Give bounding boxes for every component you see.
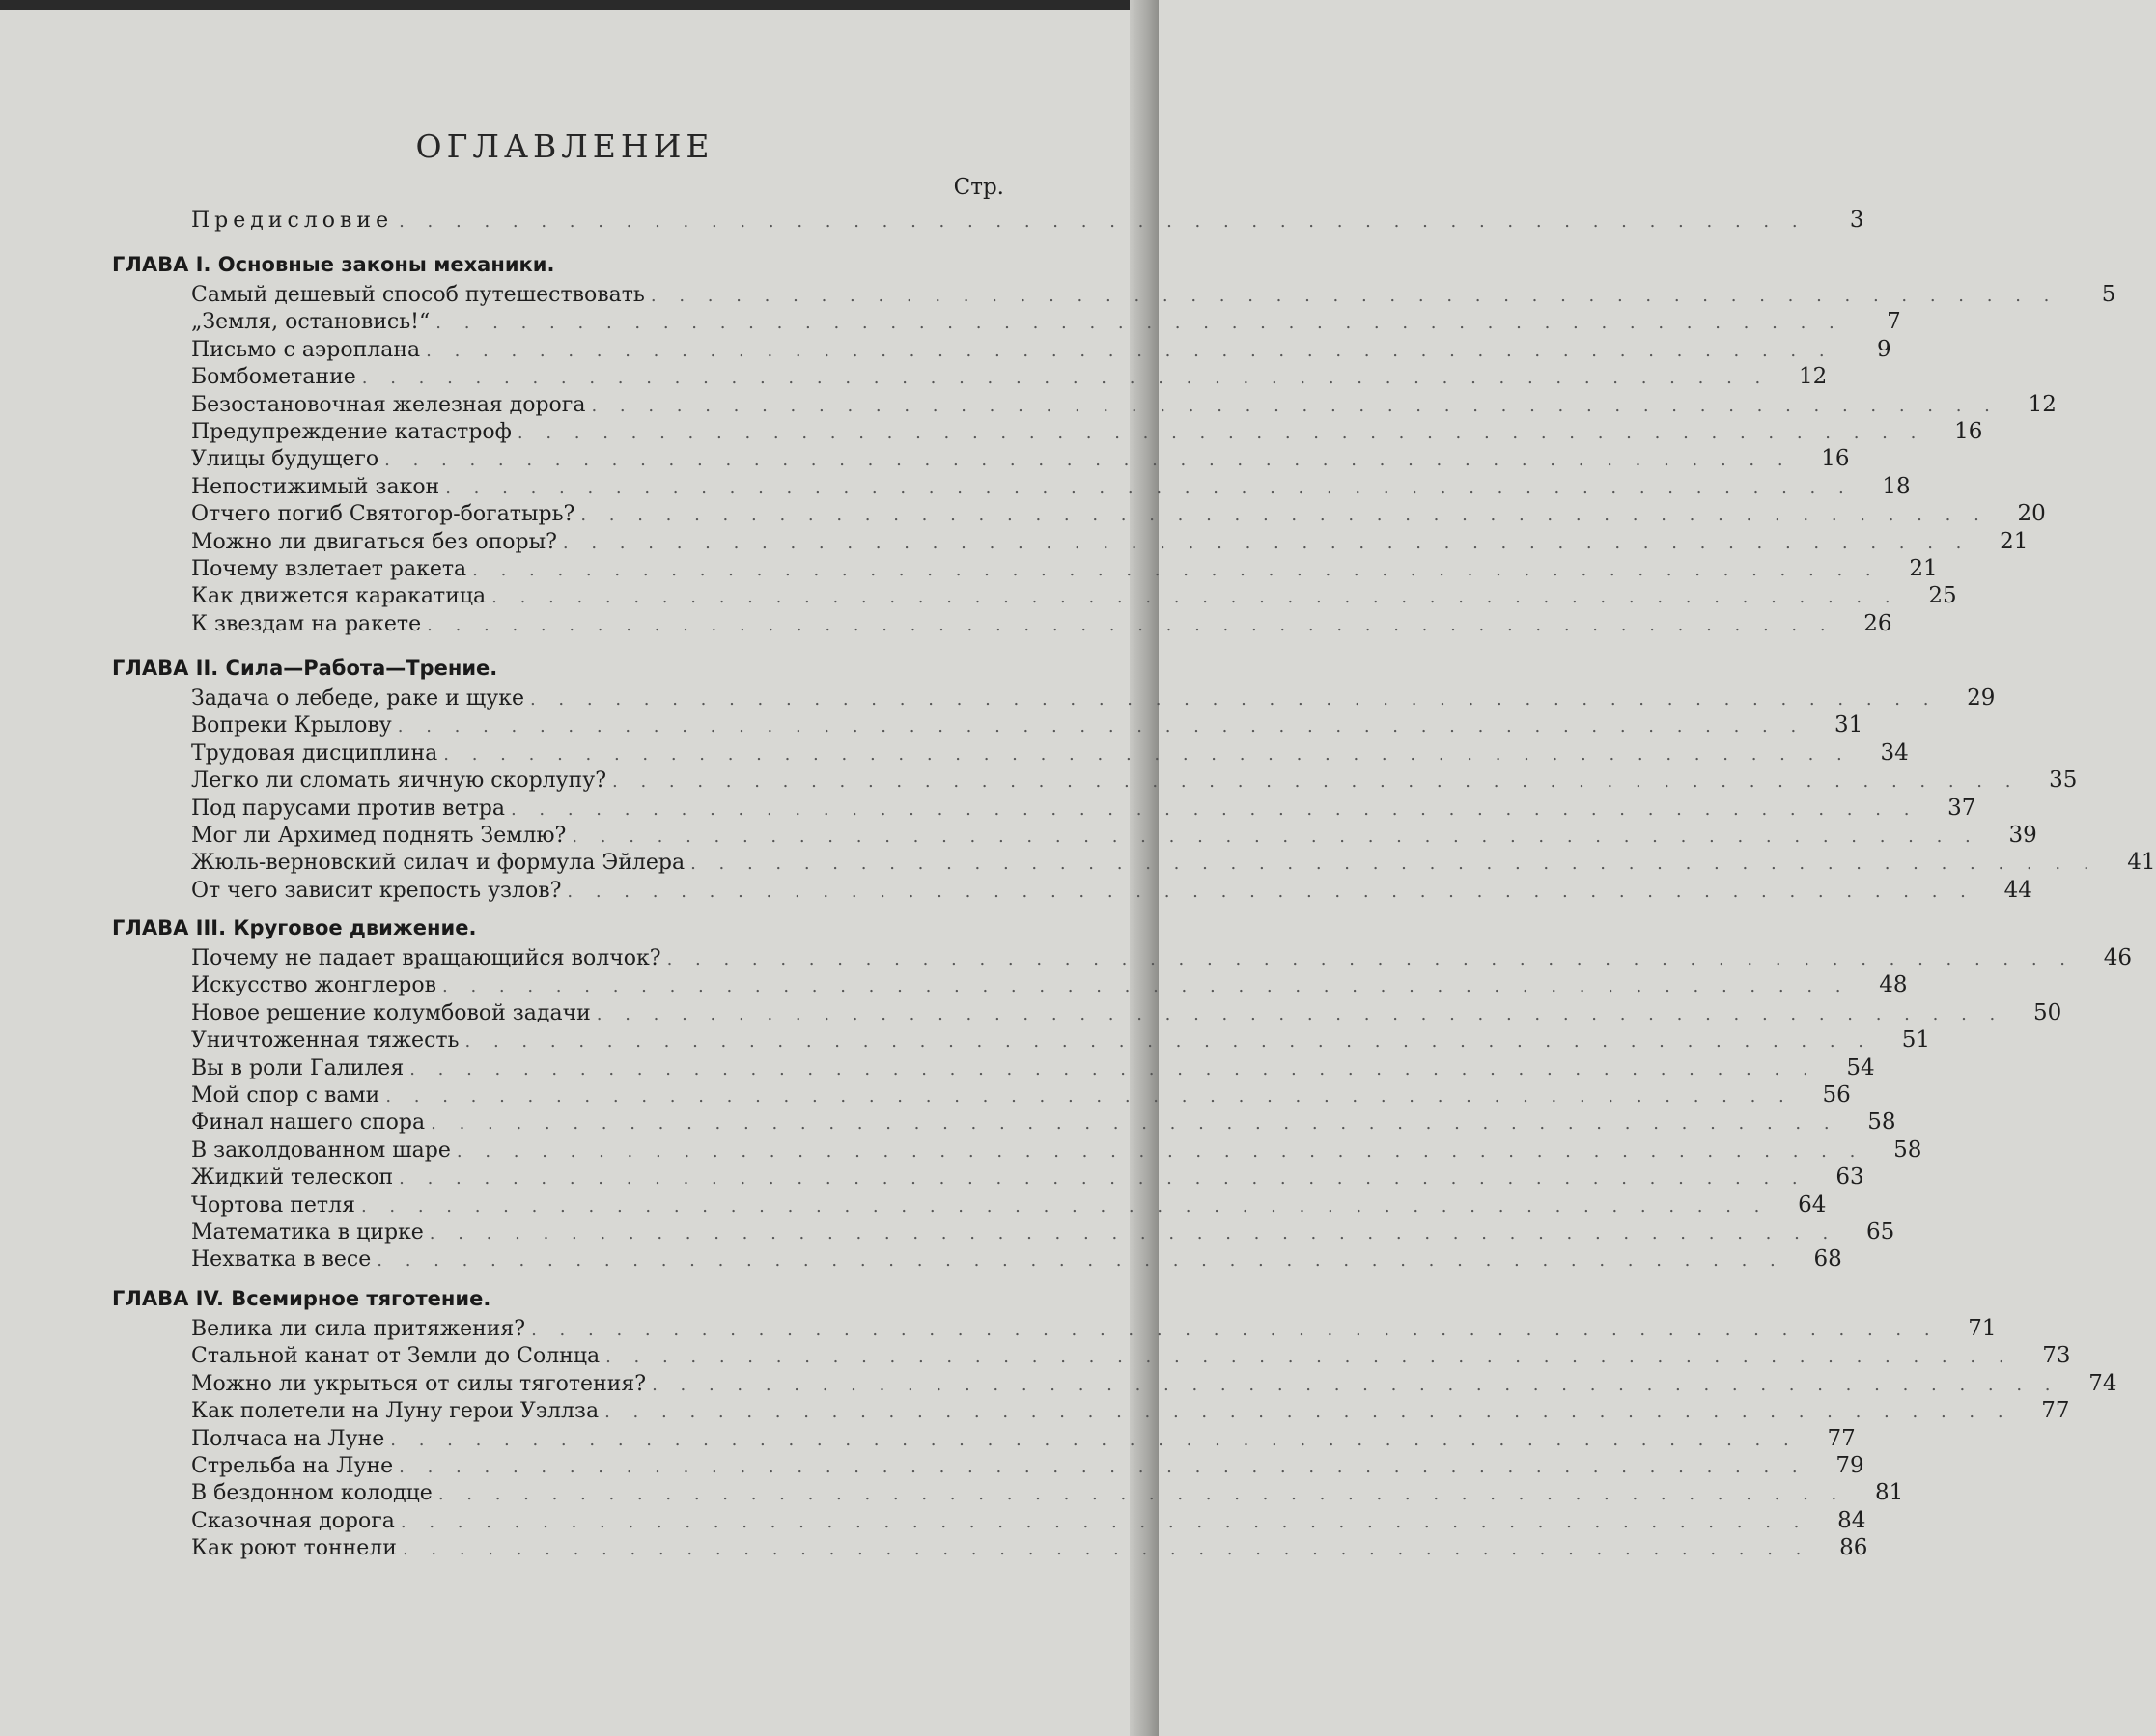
dot-leader: . . . . . . . . . . . . . . . . . . . . . . . . . . . . . . . . . . . . . . . . . . . . . . . . . . bbox=[562, 533, 1971, 553]
entry-title: Жюль-верновский силач и формула Эйлера bbox=[191, 851, 686, 875]
entry-page-number: 50 bbox=[2032, 1000, 2062, 1025]
entry-page-number: 37 bbox=[1947, 796, 1976, 821]
toc-entry bbox=[191, 1055, 1875, 1082]
dot-leader: . . . . . . . . . . . . . . . . . . . . . . . . . . . . . . . . . . . . . . . . . . . . . . . . . . bbox=[427, 615, 1834, 635]
toc-entry bbox=[191, 1480, 1904, 1507]
dot-leader: . . . . . . . . . . . . . . . . . . . . . . . . . . . . . . . . . . . . . . . . . . . . . . . . . . bbox=[402, 1539, 1810, 1559]
dot-leader: . . . . . . . . . . . . . . . . . . . . . . . . . . . . . . . . . . . . . . . . . . . . . . . . . . bbox=[596, 1004, 2004, 1024]
entry-page-number: 26 bbox=[1863, 611, 1892, 636]
dot-leader: . . . . . . . . . . . . . . . . . . . . . . . . . . . . . . . . . . . . . . . . . . . . . . . . . . bbox=[361, 368, 1770, 388]
toc-entry bbox=[191, 1082, 1851, 1109]
dot-leader: . . . . . . . . . . . . . . . . . . . . . . . . . . . . . . . . . . . . . . . . . . . . . . . . . . bbox=[491, 587, 1899, 607]
entry-page-number: 63 bbox=[1835, 1164, 1864, 1190]
entry-title: Вы в роли Галилея bbox=[191, 1056, 405, 1080]
toc-entry bbox=[191, 850, 2156, 877]
entry-title: Можно ли укрыться от силы тяготения? bbox=[191, 1372, 647, 1396]
dot-leader: . . . . . . . . . . . . . . . . . . . . . . . . . . . . . . . . . . . . . . . . . . . . . . . . . . bbox=[666, 949, 2075, 969]
toc-entry bbox=[191, 1371, 2117, 1398]
dot-leader: . . . . . . . . . . . . . . . . . . . . . . . . . . . . . . . . . . . . . . . . . . . . . . . . . . bbox=[426, 341, 1834, 361]
toc-entry bbox=[191, 282, 2116, 309]
entry-title: Можно ли двигаться без опоры? bbox=[191, 530, 557, 554]
dot-leader: . . . . . . . . . . . . . . . . . . . . . . . . . . . . . . . . . . . . . . . . . . . . . . . . . . bbox=[464, 1031, 1872, 1051]
dot-leader: . . . . . . . . . . . . . . . . . . . . . . . . . . . . . . . . . . . . . . . . . . . . . . . . . . bbox=[652, 1375, 2059, 1395]
entry-page-number: 20 bbox=[2017, 501, 2046, 526]
entry-page-number: 65 bbox=[1865, 1219, 1895, 1245]
entry-page-number: 81 bbox=[1875, 1480, 1904, 1505]
dot-leader: . . . . . . . . . . . . . . . . . . . . . . . . . . . . . . . . . . . . . . . . . . . . . . . . . . bbox=[400, 1512, 1808, 1532]
entry-page-number: 41 bbox=[2127, 850, 2156, 875]
toc-entry bbox=[191, 583, 1957, 610]
entry-page-number: 71 bbox=[1968, 1316, 1997, 1341]
entry-page-number: 77 bbox=[1827, 1426, 1856, 1451]
entry-title: К звездам на ракете bbox=[191, 612, 422, 636]
toc-entry bbox=[191, 1109, 1896, 1136]
dot-leader: . . . . . . . . . . . . . . . . . . . . . . . . . . . . . . . . . . . . . . . . . . . . . . . . . . bbox=[445, 478, 1853, 498]
toc-entry bbox=[191, 1027, 1930, 1054]
entry-title: Математика в цирке bbox=[191, 1220, 424, 1245]
entry-page-number: 18 bbox=[1882, 474, 1911, 499]
entry-title: Мог ли Архимед поднять Землю? bbox=[191, 824, 567, 848]
toc-entry bbox=[191, 611, 1892, 638]
entry-page-number: 74 bbox=[2088, 1371, 2117, 1396]
entry-page-number: 48 bbox=[1879, 972, 1908, 997]
entry-title: В бездонном колодце bbox=[191, 1481, 433, 1505]
entry-title: Стальной канат от Земли до Солнца bbox=[191, 1344, 601, 1368]
entry-title: Нехватка в весе bbox=[191, 1247, 372, 1272]
entry-title: „Земля, остановись!“ bbox=[191, 310, 431, 334]
dot-leader: . . . . . . . . . . . . . . . . . . . . . . . . . . . . . . . . . . . . . . . . . . . . . . . . . . bbox=[517, 423, 1925, 443]
entry-title: Финал нашего спора bbox=[191, 1110, 426, 1134]
entry-title: В заколдованном шаре bbox=[191, 1138, 451, 1162]
entry-page-number: 39 bbox=[2008, 823, 2037, 848]
entry-title: Предисловие bbox=[191, 209, 394, 233]
toc-entry bbox=[191, 1508, 1866, 1535]
entry-title: Предупреждение катастроф bbox=[191, 420, 512, 444]
entry-title: От чего зависит крепость узлов? bbox=[191, 879, 562, 903]
entry-title: Задача о лебеде, раке и щуке bbox=[191, 686, 524, 711]
dot-leader: . . . . . . . . . . . . . . . . . . . . . . . . . . . . . . . . . . . . . . . . . . . . . . . . . . bbox=[472, 560, 1880, 580]
entry-title: Велика ли сила притяжения? bbox=[191, 1317, 526, 1341]
dot-leader: . . . . . . . . . . . . . . . . . . . . . . . . . . . . . . . . . . . . . . . . . . . . . . . . . . bbox=[385, 1086, 1793, 1106]
entry-title: Письмо с аэроплана bbox=[191, 338, 421, 362]
entry-title: Трудовая дисциплина bbox=[191, 742, 438, 766]
page-title: ОГЛАВЛЕНИЕ bbox=[415, 127, 714, 165]
dot-leader: . . . . . . . . . . . . . . . . . . . . . . . . . . . . . . . . . . . . . . . . . . . . . . . . . . bbox=[360, 1196, 1769, 1217]
entry-title: Мой спор с вами bbox=[191, 1083, 380, 1107]
dot-leader: . . . . . . . . . . . . . . . . . . . . . . . . . . . . . . . . . . . . . . . . . . . . . . . . . . bbox=[399, 211, 1806, 232]
entry-title: Искусство жонглеров bbox=[191, 973, 437, 997]
toc-entry bbox=[191, 1535, 1868, 1562]
toc-entry bbox=[191, 768, 2078, 795]
chapter-heading: ГЛАВА I. Основные законы механики. bbox=[112, 253, 555, 276]
toc-entry bbox=[191, 1164, 1864, 1191]
entry-page-number: 86 bbox=[1839, 1535, 1868, 1560]
chapter-heading: ГЛАВА II. Сила—Работа—Трение. bbox=[112, 657, 498, 680]
entry-page-number: 73 bbox=[2042, 1343, 2071, 1368]
dot-leader: . . . . . . . . . . . . . . . . . . . . . . . . . . . . . . . . . . . . . . . . . . . . . . . . . . bbox=[399, 1168, 1806, 1189]
entry-title: Сказочная дорога bbox=[191, 1509, 395, 1533]
entry-page-number: 25 bbox=[1928, 583, 1957, 608]
entry-page-number: 64 bbox=[1798, 1192, 1827, 1218]
entry-page-number: 46 bbox=[2103, 945, 2133, 970]
entry-title: Как полетели на Луну герои Уэллза bbox=[191, 1399, 600, 1423]
dot-leader: . . . . . . . . . . . . . . . . . . . . . . . . . . . . . . . . . . . . . . . . . . . . . . . . . . bbox=[690, 854, 2098, 874]
dot-leader: . . . . . . . . . . . . . . . . . . . . . . . . . . . . . . . . . . . . . . . . . . . . . . . . . . bbox=[397, 716, 1806, 737]
entry-page-number: 12 bbox=[2028, 392, 2057, 417]
entry-title: Бомбометание bbox=[191, 365, 356, 389]
entry-page-number: 16 bbox=[1821, 446, 1850, 471]
toc-entry bbox=[191, 1453, 1864, 1480]
entry-page-number: 29 bbox=[1967, 686, 1996, 711]
toc-entry bbox=[191, 474, 1911, 501]
toc-entry bbox=[191, 309, 1901, 336]
entry-title: Почему не падает вращающийся волчок? bbox=[191, 946, 661, 970]
entry-page-number: 21 bbox=[1909, 556, 1938, 581]
toc-entry bbox=[191, 686, 1996, 713]
dot-leader: . . . . . . . . . . . . . . . . . . . . . . . . . . . . . . . . . . . . . . . . . . . . . . . . . . bbox=[384, 450, 1792, 470]
toc-entry bbox=[191, 337, 1891, 364]
entry-title: Как движется каракатица bbox=[191, 584, 487, 608]
toc-entry bbox=[191, 501, 2046, 528]
dot-leader: . . . . . . . . . . . . . . . . . . . . . . . . . . . . . . . . . . . . . . . . . . . . . . . . . . bbox=[429, 1223, 1837, 1244]
dot-leader: . . . . . . . . . . . . . . . . . . . . . . . . . . . . . . . . . . . . . . . . . . . . . . . . . . bbox=[377, 1250, 1784, 1271]
entry-page-number: 12 bbox=[1798, 364, 1828, 389]
entry-page-number: 54 bbox=[1846, 1055, 1875, 1080]
toc-entry bbox=[191, 972, 1908, 999]
chapter-heading: ГЛАВА IV. Всемирное тяготение. bbox=[112, 1287, 491, 1310]
toc-entry bbox=[191, 446, 1850, 473]
toc-entry bbox=[191, 1316, 1997, 1343]
chapter-heading: ГЛАВА III. Круговое движение. bbox=[112, 916, 477, 939]
entry-title: Под парусами против ветра bbox=[191, 797, 505, 821]
entry-title: Улицы будущего bbox=[191, 447, 379, 471]
entry-title: Легко ли сломать яичную скорлупу? bbox=[191, 769, 606, 793]
dot-leader: . . . . . . . . . . . . . . . . . . . . . . . . . . . . . . . . . . . . . . . . . . . . . . . . . . bbox=[431, 1113, 1838, 1134]
toc-entry bbox=[191, 945, 2133, 972]
dot-leader: . . . . . . . . . . . . . . . . . . . . . . . . . . . . . . . . . . . . . . . . . . . . . . . . . . bbox=[591, 396, 1999, 416]
entry-page-number: 34 bbox=[1880, 741, 1909, 766]
dot-leader: . . . . . . . . . . . . . . . . . . . . . . . . . . . . . . . . . . . . . . . . . . . . . . . . . . bbox=[580, 505, 1988, 525]
entry-title: Жидкий телескоп bbox=[191, 1165, 394, 1190]
toc-entry bbox=[191, 1219, 1895, 1246]
dot-leader: . . . . . . . . . . . . . . . . . . . . . . . . . . . . . . . . . . . . . . . . . . . . . . . . . . bbox=[443, 744, 1851, 765]
entry-title: Стрельба на Луне bbox=[191, 1454, 394, 1478]
entry-title: Как роют тоннели bbox=[191, 1536, 397, 1560]
toc-entry bbox=[191, 1426, 1856, 1453]
toc-entry bbox=[191, 1398, 2070, 1425]
entry-page-number: 58 bbox=[1867, 1109, 1896, 1134]
dot-leader: . . . . . . . . . . . . . . . . . . . . . . . . . . . . . . . . . . . . . . . . . . . . . . . . . . bbox=[442, 976, 1850, 996]
preface-row bbox=[191, 208, 1864, 235]
toc-entry bbox=[191, 823, 2037, 850]
toc-entry bbox=[191, 419, 1983, 446]
entry-page-number: 44 bbox=[2003, 878, 2032, 903]
toc-entry bbox=[191, 1000, 2062, 1027]
dot-leader: . . . . . . . . . . . . . . . . . . . . . . . . . . . . . . . . . . . . . . . . . . . . . . . . . . bbox=[456, 1141, 1864, 1162]
entry-page-number: 16 bbox=[1954, 419, 1983, 444]
entry-title: Новое решение колумбовой задачи bbox=[191, 1001, 591, 1025]
dot-leader: . . . . . . . . . . . . . . . . . . . . . . . . . . . . . . . . . . . . . . . . . . . . . . . . . . bbox=[409, 1059, 1817, 1079]
entry-page-number: 31 bbox=[1834, 713, 1863, 738]
entry-page-number: 7 bbox=[1887, 309, 1901, 334]
entry-title: Полчаса на Луне bbox=[191, 1427, 385, 1451]
entry-title: Чортова петля bbox=[191, 1193, 355, 1218]
entry-page-number: 9 bbox=[1876, 337, 1891, 362]
entry-title: Самый дешевый способ путешествовать bbox=[191, 283, 645, 307]
toc-entry bbox=[191, 1343, 2071, 1370]
dot-leader: . . . . . . . . . . . . . . . . . . . . . . . . . . . . . . . . . . . . . . . . . . . . . . . . . . bbox=[567, 882, 1974, 902]
toc-entry bbox=[191, 556, 1938, 583]
toc-entry bbox=[191, 529, 2029, 556]
entry-page-number: 3 bbox=[1849, 208, 1864, 233]
entry-title: Безостановочная железная дорога bbox=[191, 393, 586, 417]
dot-leader: . . . . . . . . . . . . . . . . . . . . . . . . . . . . . . . . . . . . . . . . . . . . . . . . . . bbox=[437, 1484, 1846, 1504]
toc-entry bbox=[191, 1246, 1842, 1274]
page-column-label: Стр. bbox=[953, 175, 1004, 200]
entry-page-number: 58 bbox=[1893, 1137, 1922, 1162]
dot-leader: . . . . . . . . . . . . . . . . . . . . . . . . . . . . . . . . . . . . . . . . . . . . . . . . . . bbox=[390, 1430, 1798, 1450]
toc-entry bbox=[191, 796, 1976, 823]
dot-leader: . . . . . . . . . . . . . . . . . . . . . . . . . . . . . . . . . . . . . . . . . . . . . . . . . . bbox=[531, 1320, 1939, 1340]
toc-entry bbox=[191, 1192, 1827, 1219]
entry-page-number: 51 bbox=[1901, 1027, 1930, 1052]
dot-leader: . . . . . . . . . . . . . . . . . . . . . . . . . . . . . . . . . . . . . . . . . . . . . . . . . . bbox=[510, 799, 1918, 820]
toc-entry bbox=[191, 392, 2057, 419]
entry-title: Уничтоженная тяжесть bbox=[191, 1028, 460, 1052]
dot-leader: . . . . . . . . . . . . . . . . . . . . . . . . . . . . . . . . . . . . . . . . . . . . . . . . . . bbox=[612, 771, 2020, 792]
dot-leader: . . . . . . . . . . . . . . . . . . . . . . . . . . . . . . . . . . . . . . . . . . . . . . . . . . bbox=[399, 1457, 1806, 1477]
dot-leader: . . . . . . . . . . . . . . . . . . . . . . . . . . . . . . . . . . . . . . . . . . . . . . . . . . bbox=[604, 1402, 2012, 1422]
dot-leader: . . . . . . . . . . . . . . . . . . . . . . . . . . . . . . . . . . . . . . . . . . . . . . . . . . bbox=[572, 826, 1979, 847]
entry-page-number: 56 bbox=[1822, 1082, 1851, 1107]
entry-page-number: 77 bbox=[2041, 1398, 2070, 1423]
toc-entry bbox=[191, 364, 1828, 391]
entry-page-number: 79 bbox=[1835, 1453, 1864, 1478]
entry-title: Отчего погиб Святогор-богатырь? bbox=[191, 502, 575, 526]
entry-page-number: 68 bbox=[1813, 1246, 1842, 1272]
entry-page-number: 21 bbox=[2000, 529, 2029, 554]
toc-entry bbox=[191, 741, 1909, 768]
toc-entry bbox=[191, 1137, 1922, 1164]
toc-entry bbox=[191, 878, 2032, 905]
dot-leader: . . . . . . . . . . . . . . . . . . . . . . . . . . . . . . . . . . . . . . . . . . . . . . . . . . bbox=[435, 313, 1843, 333]
dot-leader: . . . . . . . . . . . . . . . . . . . . . . . . . . . . . . . . . . . . . . . . . . . . . . . . . . bbox=[529, 689, 1938, 710]
entry-title: Непостижимый закон bbox=[191, 475, 440, 499]
entry-page-number: 35 bbox=[2049, 768, 2078, 793]
entry-page-number: 5 bbox=[2101, 282, 2116, 307]
dot-leader: . . . . . . . . . . . . . . . . . . . . . . . . . . . . . . . . . . . . . . . . . . . . . . . . . . bbox=[605, 1347, 2013, 1367]
dot-leader: . . . . . . . . . . . . . . . . . . . . . . . . . . . . . . . . . . . . . . . . . . . . . . . . . . bbox=[650, 286, 2058, 306]
entry-page-number: 84 bbox=[1837, 1508, 1866, 1533]
entry-title: Вопреки Крылову bbox=[191, 714, 392, 738]
toc-entry bbox=[191, 713, 1863, 740]
entry-title: Почему взлетает ракета bbox=[191, 557, 467, 581]
